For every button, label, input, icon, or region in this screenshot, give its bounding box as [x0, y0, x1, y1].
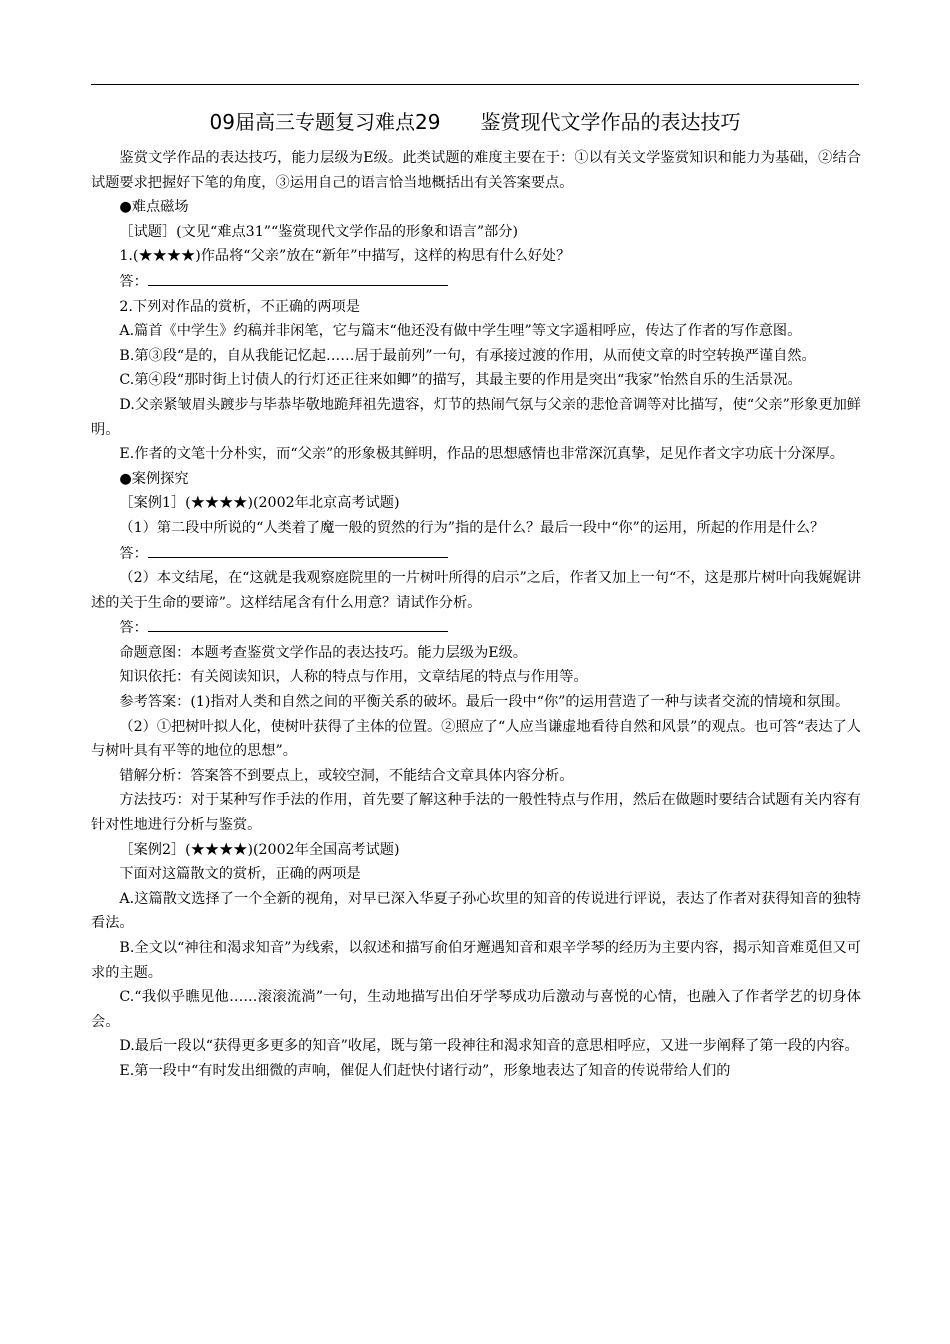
option-a: A.篇首《中学生》约稿并非闲笔，它与篇末“他还没有做中学生哩”等文字遥相呼应，传达了作者的写作意图。	[119, 323, 802, 340]
option-c: C.第④段“那时街上讨债人的行灯还正往来如鲫”的描写，其最主要的作用是突出“我家”怡然自乐的生活景况。	[119, 372, 802, 389]
reference-answer-1: 参考答案：(1)指对人类和自然之间的平衡关系的破坏。最后一段中“你”的运用营造了一种与读者交流的情境和氛围。	[119, 694, 850, 711]
option-d: D.父亲紧皱眉头踱步与毕恭毕敬地跪拜祖先遗容，灯节的热闹气氛与父亲的悲怆音调等对比描写，使“父亲”形象更加鲜明。	[91, 396, 861, 438]
case-1-heading: ［案例1］(★★★★)(2002年北京高考试题)	[119, 495, 400, 512]
answer-label: 答：	[119, 545, 148, 562]
section-heading-difficulty: ●难点磁场	[119, 199, 189, 216]
section-heading-cases: ●案例探究	[119, 470, 189, 487]
case-2-option-e: E.第一段中“有时发出细微的声响，催促人们赶快付诸行动”，形象地表达了知音的传说带给人们的	[119, 1062, 731, 1079]
question-1: 1.(★★★★)作品将“父亲”放在“新年”中描写，这样的构思有什么好处？	[119, 248, 571, 265]
intro-paragraph: 鉴赏文学作品的表达技巧，能力层级为E级。此类试题的难度主要在于：①以有关文学鉴赏知识和能力为基础，②结合试题要求把握好下笔的角度，③运用自己的语言恰当地概括出有关答案要点。	[91, 150, 861, 191]
option-b: B.第③段“是的，自从我能记忆起……居于最前列”一句，有承接过渡的作用，从而使文章的时空转换严谨自然。	[119, 347, 816, 364]
document-body	[91, 146, 861, 1084]
answer-blank	[148, 541, 448, 558]
case-1-question-2: （2）本文结尾，在“这就是我观察庭院里的一片树叶所得的启示”之后，作者又加上一句“不，这是那片树叶向我娓娓讲述的关于生命的要谛”。这样结尾含有什么用意？请试作分析。	[91, 570, 861, 611]
reference-answer-2: （2）①把树叶拟人化，使树叶获得了主体的位置。②照应了“人应当谦虚地看待自然和风景”的观点。也可答“表达了人与树叶具有平等的地位的思想”。	[91, 718, 861, 760]
option-e: E.作者的文笔十分朴实，而“父亲”的形象极其鲜明，作品的思想感情也非常深沉真挚，足见作者文字功底十分深厚。	[119, 446, 844, 463]
answer-line-3	[91, 615, 861, 641]
case-2-option-a: A.这篇散文选择了一个全新的视角，对早已深入华夏子孙心坎里的知音的传说进行评说，表达了作者对获得知音的独特看法。	[91, 890, 861, 932]
knowledge-paragraph: 知识依托：有关阅读知识，人称的特点与作用，文章结尾的特点与作用等。	[119, 669, 588, 686]
case-2-option-b: B.全文以“神往和渴求知音”为线索，以叙述和描写俞伯牙邂遇知音和艰辛学琴的经历为主要内容，揭示知音难觅但又可求的主题。	[91, 940, 861, 981]
exercise-source: ［试题］(文见“难点31”“鉴赏现代文学作品的形象和语言”部分)	[119, 223, 519, 240]
page-title: 09届高三专题复习难点29 鉴赏现代文学作品的表达技巧	[209, 110, 741, 134]
case-2-heading: ［案例2］(★★★★)(2002年全国高考试题)	[119, 841, 400, 858]
intent-paragraph: 命题意图：本题考查鉴赏文学作品的表达技巧。能力层级为E级。	[119, 644, 527, 661]
answer-line-2	[91, 541, 861, 567]
case-2-question: 下面对这篇散文的赏析，正确的两项是	[119, 866, 361, 883]
answer-blank	[148, 615, 448, 632]
answer-label: 答：	[119, 273, 148, 290]
error-analysis: 错解分析：答案答不到要点上，或较空洞，不能结合文章具体内容分析。	[119, 767, 574, 784]
method-tips: 方法技巧：对于某种写作手法的作用，首先要了解这种手法的一般性特点与作用，然后在做题时要结合试题有关内容有针对性地进行分析与鉴赏。	[91, 792, 861, 834]
answer-blank	[148, 269, 448, 286]
case-1-question-1: （1）第二段中所说的“人类着了魔一般的贸然的行为”指的是什么？最后一段中“你”的运用，所起的作用是什么？	[119, 519, 825, 536]
answer-line-1	[91, 269, 861, 295]
case-2-option-c: C.“我似乎瞧见他……滚滚流淌”一句，生动地描写出伯牙学琴成功后激动与喜悦的心情，也融入了作者学艺的切身体会。	[91, 989, 861, 1030]
header-rule	[91, 84, 859, 85]
case-2-option-d: D.最后一段以“获得更多更多的知音”收尾，既与第一段神往和渴求知音的意思相呼应，又进一步阐释了第一段的内容。	[119, 1038, 859, 1055]
question-2: 2.下列对作品的赏析，不正确的两项是	[119, 298, 360, 315]
answer-label: 答：	[119, 620, 148, 637]
